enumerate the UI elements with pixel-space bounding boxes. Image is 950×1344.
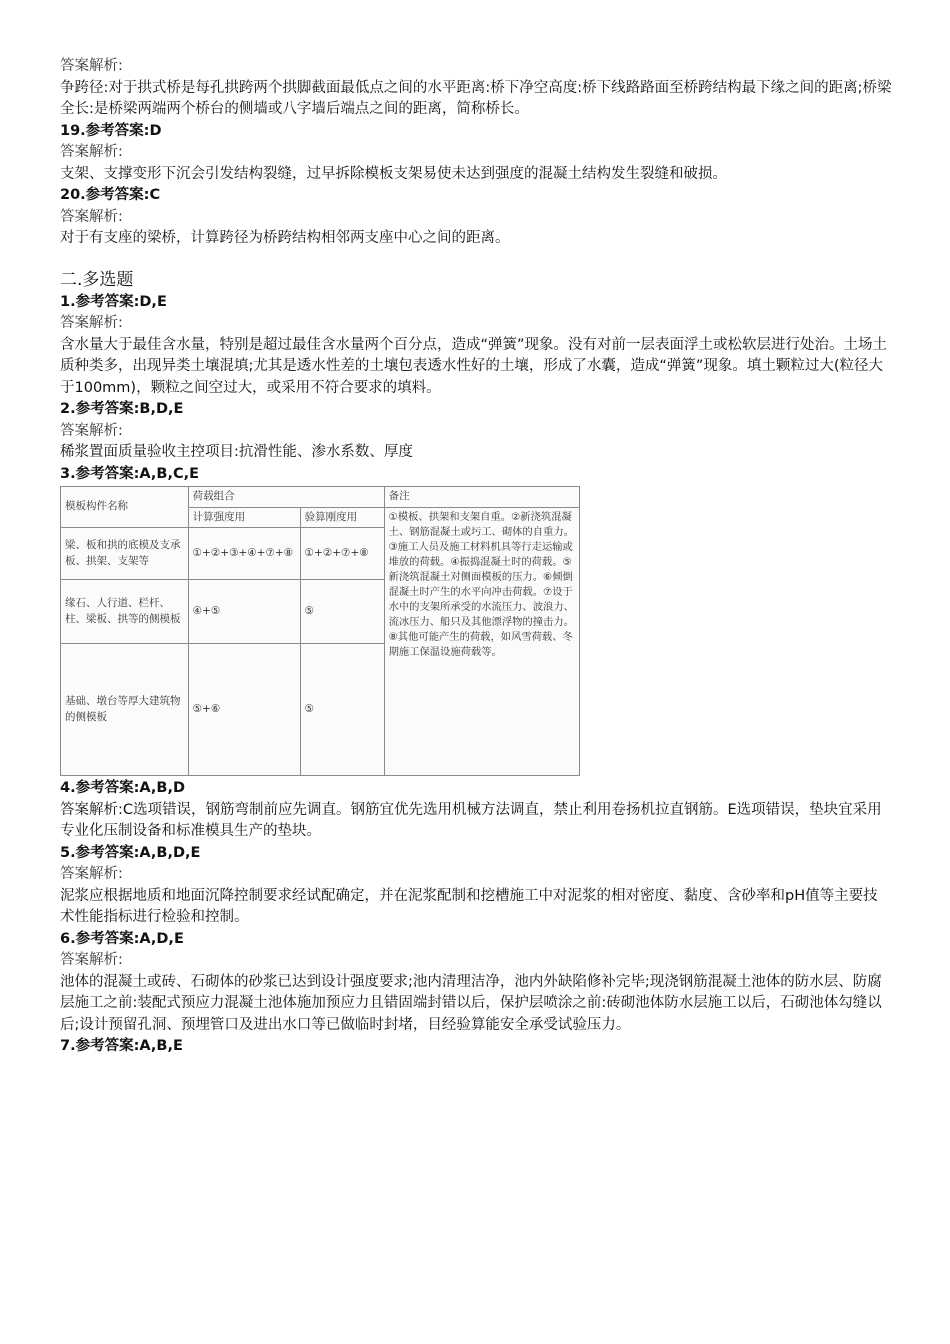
col-note-header: 备注 [384,487,579,508]
notes-cell: ①模板、拱架和支架自重。②新浇筑混凝土、钢筋混凝土或圬工、砌体的自重力。③施工人员及施工材料机具等行走运输或堆放的荷载。④振捣混凝土时的荷载。⑤新浇筑混凝土对侧面模板的压力。⑥倾倒混凝土时产生的水平向冲击荷载。⑦设于水中的支架所承受的水流压力、波浪力、流冰压力、船只及其他漂浮物的撞击力。⑧其他可能产生的荷载，如风雪荷载、冬期施工保温设施荷载等。 [384,507,579,776]
answer-heading: 2.参考答案:B,D,E [60,401,184,417]
answer-label: 答案解析: [60,58,123,74]
answer-label: 答案解析: [60,866,123,882]
answer-heading: 5.参考答案:A,B,D,E [60,844,201,861]
table-cell-name: 基础、墩台等厚大建筑物的侧模板 [61,644,189,776]
table-cell-name: 梁、板和拱的底模及支承板、拱架、支架等 [61,528,189,580]
answer-explanation: 池体的混凝土或砖、石砌体的砂浆已达到设计强度要求;池内清理洁净，池内外缺陷修补完毕;现浇钢筋混凝土池体的防水层、防腐层施工之前:装配式预应力混凝土池体施加预应力且错固端封错以后，保护层喷涂之前:砖砌池体防水层施工以后，石砌池体勾缝以后;设计预留孔洞、预埋管口及进出水口等已做临时封堵，目经验算能安全承受试验压力。 [60,973,882,1033]
answer-heading: 6.参考答案:A,D,E [60,930,184,947]
answer-explanation: 泥浆应根据地质和地面沉降控制要求经试配确定，并在泥浆配制和挖槽施工中对泥浆的相对密度、黏度、含砂率和pH值等主要技术性能指标进行检验和控制。 [60,887,878,925]
page-content [60,56,892,1058]
answer-explanation: 含水量大于最佳含水量，特别是超过最佳含水量两个百分点，造成“弹簧”现象。没有对前一层表面浮土或松软层进行处治。土场土质种类多，出现异类土壤混填;尤其是透水性差的土壤包表透水性好的土壤，形成了水囊，造成“弹簧”现象。填土颗粒过大(粒径大于100mm)，颗粒之间空过大，或采用不符合要求的填料。 [60,336,888,396]
table-cell-stiffness: ⑤ [300,580,384,644]
table-cell-strength: ①+②+③+④+⑦+⑧ [188,528,300,580]
answer-heading: 3.参考答案:A,B,C,E [60,465,200,482]
answer-heading: 19.参考答案:D [60,122,162,139]
answer-label: 答案解析: [60,208,123,225]
section-title: 二.多选题 [60,269,134,290]
answer-heading: 1.参考答案:D,E [60,293,167,310]
answer-label: 答案解析: [60,144,123,160]
answer-explanation: 对于有支座的梁桥，计算跨径为桥跨结构相邻两支座中心之间的距离。 [60,230,510,246]
answer-heading: 7.参考答案:A,B,E [60,1038,183,1054]
table-cell-stiffness: ⑤ [300,644,384,776]
table-cell-strength: ④+⑤ [188,580,300,644]
answer-heading: 20.参考答案:C [60,187,161,203]
table-cell-strength: ⑤+⑥ [188,644,300,776]
answer-label: 答案解析: [60,952,123,968]
answer-explanation: 争跨径:对于拱式桥是每孔拱跨两个拱脚截面最低点之间的水平距离:桥下净空高度:桥下线路路面至桥跨结构最下缘之间的距离;桥梁全长:是桥梁两端两个桥台的侧墙或八字墙后端点之间的距离，简称桥长。 [60,79,892,117]
answer-heading: 4.参考答案:A,B,D [60,780,185,796]
answer-explanation: 支架、支撑变形下沉会引发结构裂缝，过早拆除模板支架易使未达到强度的混凝土结构发生裂缝和破损。 [60,165,727,182]
table-cell-stiffness: ①+②+⑦+⑧ [300,528,384,580]
answer-explanation: 稀浆置面质量验收主控项目:抗滑性能、渗水系数、厚度 [60,444,413,460]
answer-explanation: 答案解析:C选项错误，钢筋弯制前应先调直。钢筋宜优先选用机械方法调直，禁止利用卷扬机拉直钢筋。E选项错误，垫块宜采用专业化压制设备和标准模具生产的垫块。 [60,801,882,839]
col-strength-header: 计算强度用 [188,507,300,528]
formwork-load-table [60,486,580,776]
answer-label: 答案解析: [60,422,123,439]
answer-label: 答案解析: [60,315,123,331]
col-load-header: 荷载组合 [188,487,384,508]
table-cell-name: 缘石、人行道、栏杆、柱、梁板、拱等的侧模板 [61,580,189,644]
col-name-header: 模板构件名称 [61,487,189,528]
col-stiffness-header: 验算刚度用 [300,507,384,528]
